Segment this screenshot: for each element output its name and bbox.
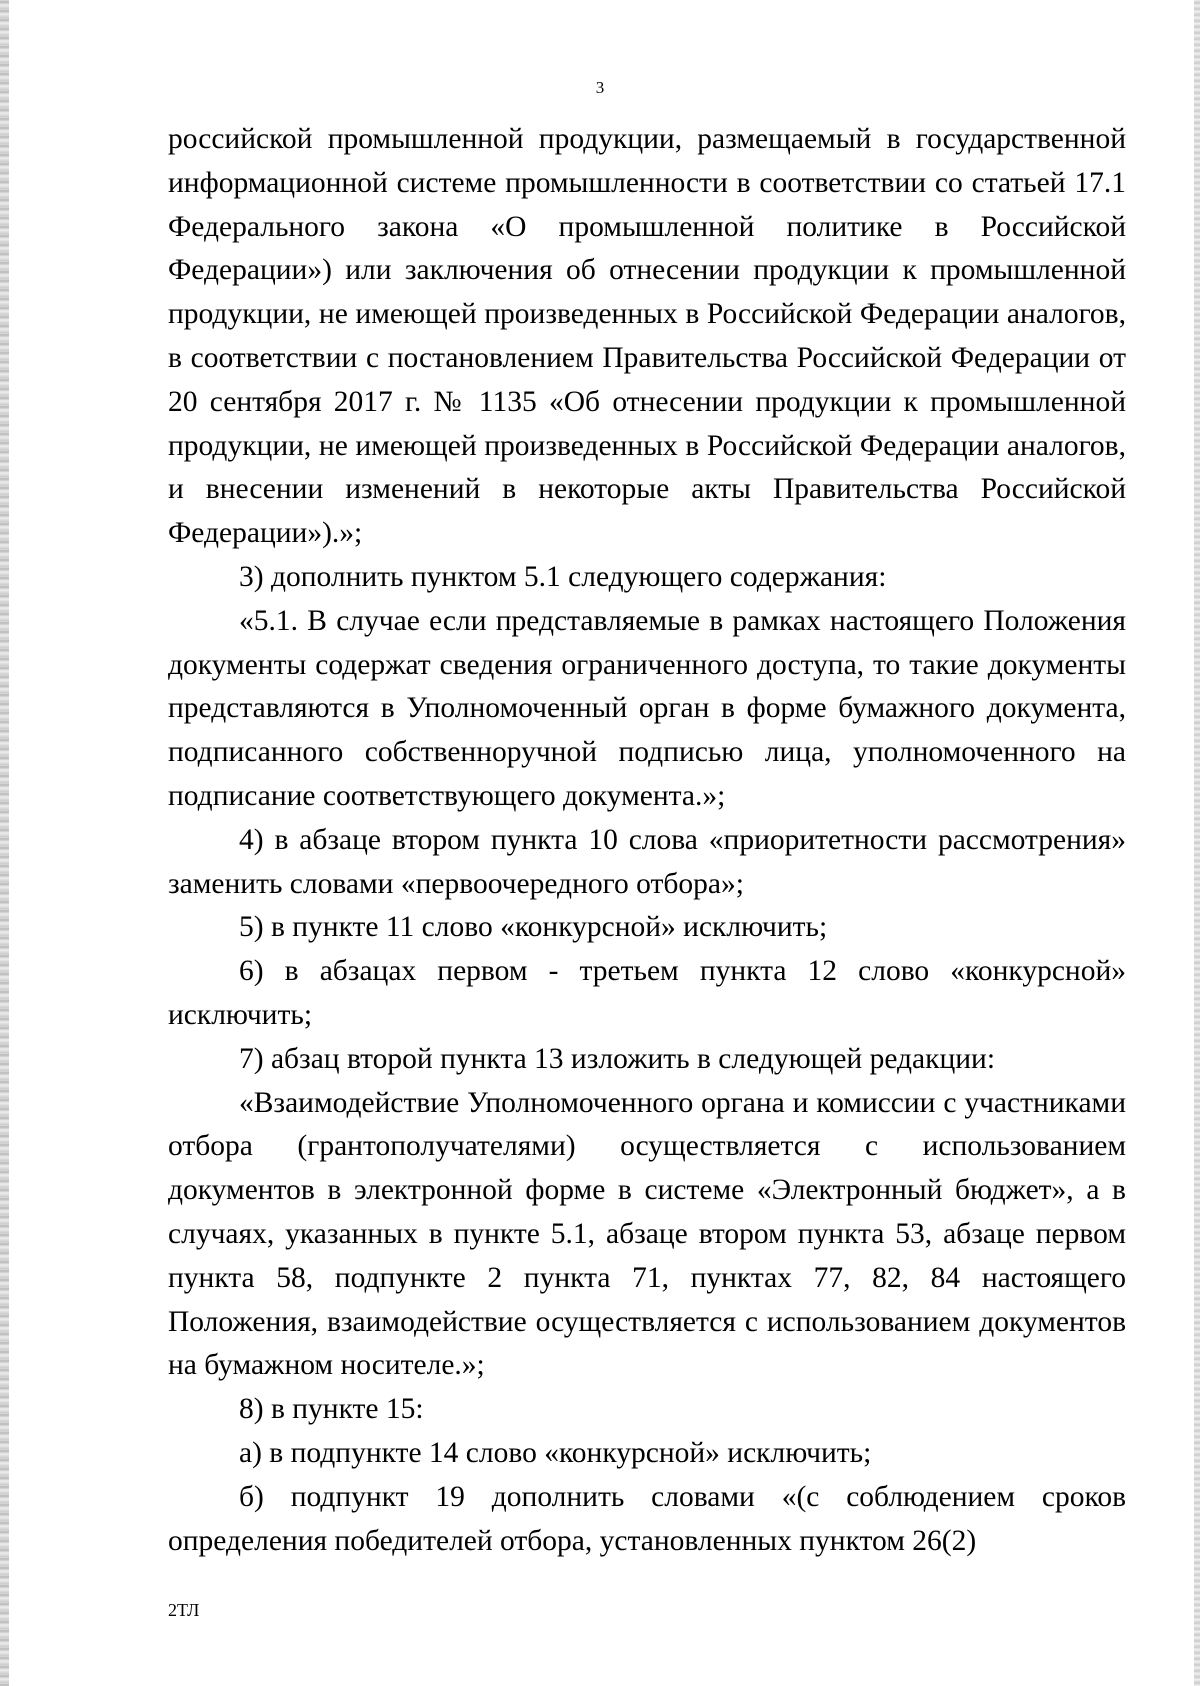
paragraph-subitem-b: б) подпункт 19 дополнить словами «(с соблюдением сроков определения победителей отбора, установленных пунктом 26(2) [168,1480,1126,1557]
page-number: 3 [595,78,605,97]
footer-code: 2ТЛ [168,1600,200,1620]
scan-edge-right [1194,0,1200,1686]
document-body [168,118,1126,1563]
paragraph-item-4: 4) в абзаце втором пункта 10 слова «приоритетности рассмотрения» заменить словами «первоочередного отбора»; [168,823,1126,900]
paragraph-item-5: 5) в пункте 11 слово «конкурсной» исключить; [239,911,828,944]
paragraph-item-5-1: «5.1. В случае если представляемые в рамках настоящего Положения документы содержат сведения ограниченного доступа, то такие документы представляются в Уполномоченный орган в форме бумажного документа, подписанного собственноручной подписью лица, уполномоченного на подписание соответствующего документа.»; [168,604,1126,812]
scan-edge-left [0,0,9,1686]
paragraph-subitem-a: а) в подпункте 14 слово «конкурсной» исключить; [239,1436,872,1469]
paragraph-item-3: 3) дополнить пунктом 5.1 следующего содержания: [239,560,887,593]
paragraph-item-6: 6) в абзацах первом - третьем пункта 12 слово «конкурсной» исключить; [168,955,1126,1031]
paragraph-item-13-text: «Взаимодействие Уполномоченного органа и комиссии с участниками отбора (грантополучателями) осуществляется с использованием документов в электронной форме в системе «Электронный бюджет», а в случаях, указанных в пункте 5.1, абзаце втором пункта 53, абзаце первом пункта 58, подпункте 2 пункта 71, пунктах 77, 82, 84 настоящего Положения, взаимодействие осуществляется с использованием документов на бумажном носителе.»; [168,1086,1126,1382]
paragraph-continuation: российской промышленной продукции, размещаемый в государственной информационной системе промышленности в соответствии со статьей 17.1 Федерального закона «О промышленной политике в Российской Федерации») или заключения об отнесении продукции к промышленной продукции, не имеющей произведенных в Российской Федерации аналогов, в соответствии с постановлением Правительства Российской Федерации от 20 сентября 2017 г. № 1135 «Об отнесении продукции к промышленной продукции, не имеющей произведенных в Российской Федерации аналогов, и внесении изменений в некоторые акты Правительства Российской Федерации»).»; [168,123,1126,550]
paragraph-item-8: 8) в пункте 15: [239,1393,424,1426]
paragraph-item-7: 7) абзац второй пункта 13 изложить в следующей редакции: [239,1042,996,1075]
